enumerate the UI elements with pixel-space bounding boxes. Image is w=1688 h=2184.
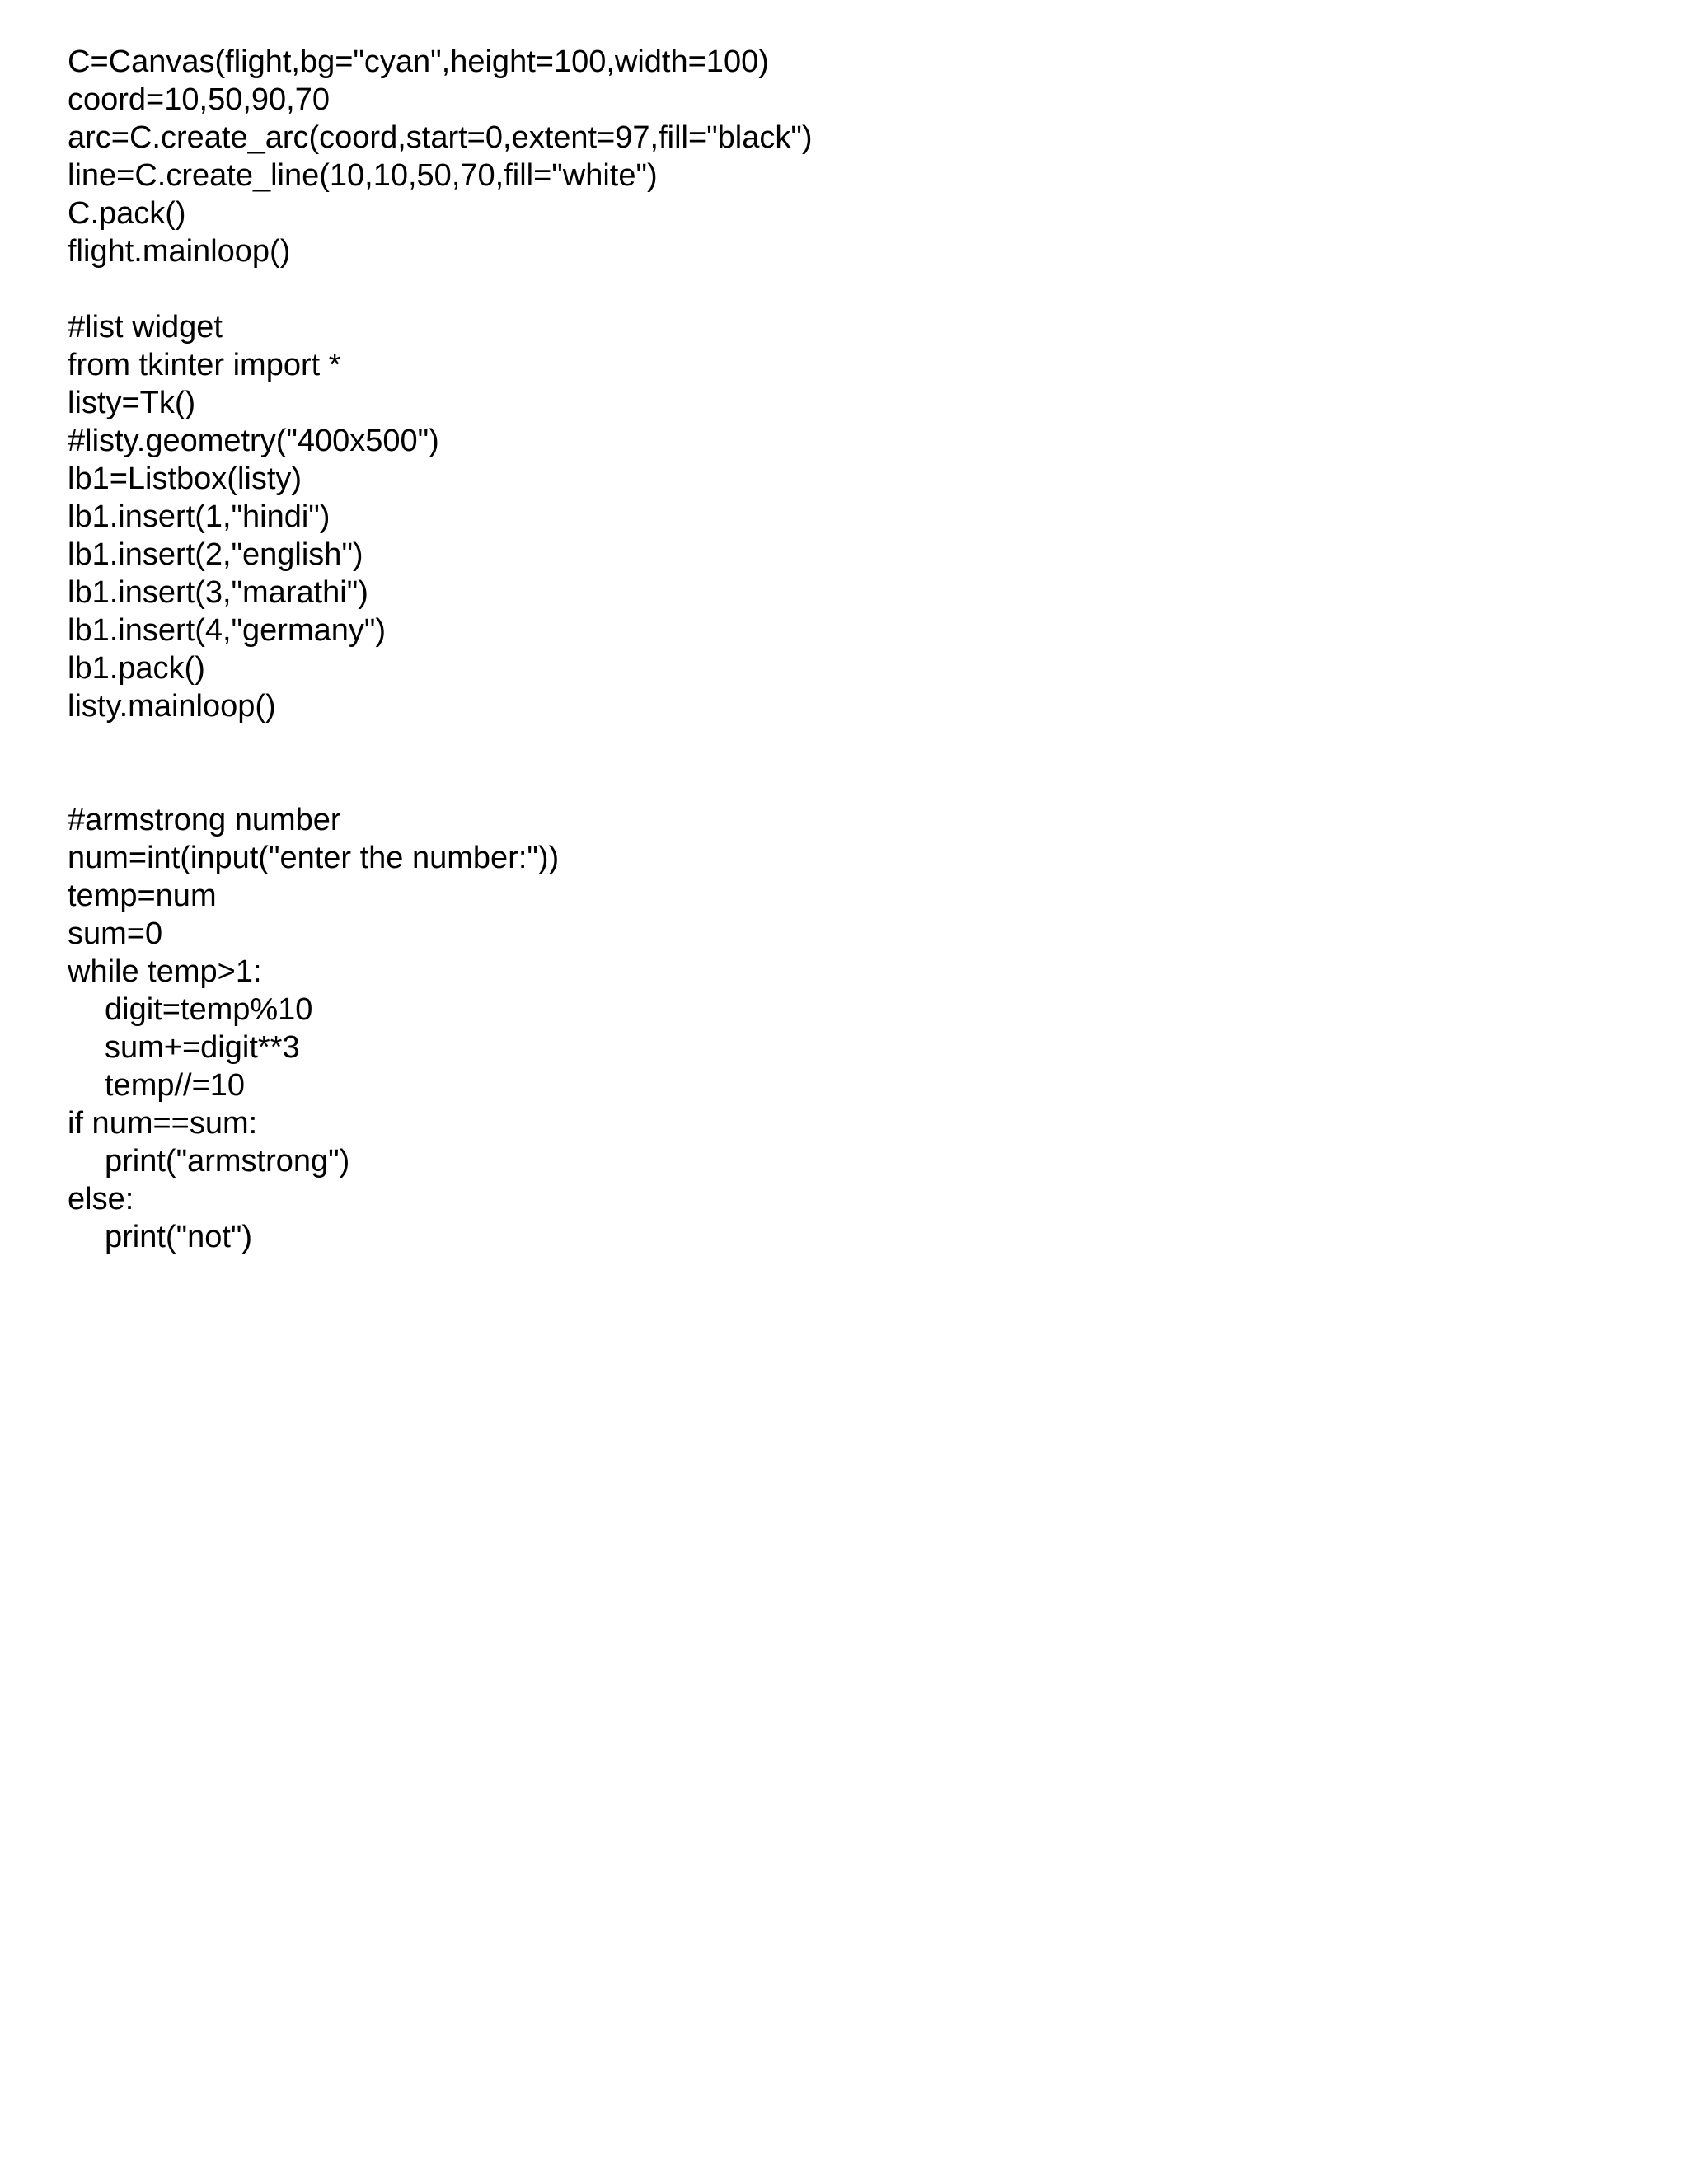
code-line: lb1.insert(1,"hindi") [68,499,331,534]
blank-lines [68,725,813,801]
code-comment: #list widget [68,310,223,344]
code-line: arc=C.create_arc(coord,start=0,extent=97,fill="black") [68,120,813,155]
code-line: listy.mainloop() [68,689,276,724]
code-line: flight.mainloop() [68,234,291,269]
code-line: line=C.create_line(10,10,50,70,fill="white") [68,158,658,193]
code-line: sum=0 [68,916,163,951]
code-line-indented: digit=temp%10 [105,992,313,1027]
code-line: C.pack() [68,196,186,231]
code-line-indented: print("armstrong") [105,1144,350,1179]
code-line: lb1.insert(4,"germany") [68,613,387,648]
code-line: temp=num [68,879,217,913]
blank-line [68,270,813,308]
code-line-indented: sum+=digit**3 [105,1030,300,1065]
code-line: lb1=Listbox(listy) [68,462,302,496]
code-line: coord=10,50,90,70 [68,82,330,117]
code-line: else: [68,1182,134,1216]
code-line: if num==sum: [68,1106,258,1141]
code-line: lb1.pack() [68,651,205,686]
code-line-indented: print("not") [105,1220,253,1254]
code-line: listy=Tk() [68,386,196,420]
code-line: from tkinter import * [68,348,341,382]
code-line: num=int(input("enter the number:")) [68,841,560,875]
code-line: C=Canvas(flight,bg="cyan",height=100,width=100) [68,45,769,79]
code-text [68,43,813,1256]
code-line: lb1.insert(2,"english") [68,537,363,572]
code-line: lb1.insert(3,"marathi") [68,575,368,610]
code-comment: #listy.geometry("400x500") [68,424,439,458]
code-line: while temp>1: [68,954,262,989]
code-comment: #armstrong number [68,803,341,837]
code-line-indented: temp//=10 [105,1068,246,1103]
